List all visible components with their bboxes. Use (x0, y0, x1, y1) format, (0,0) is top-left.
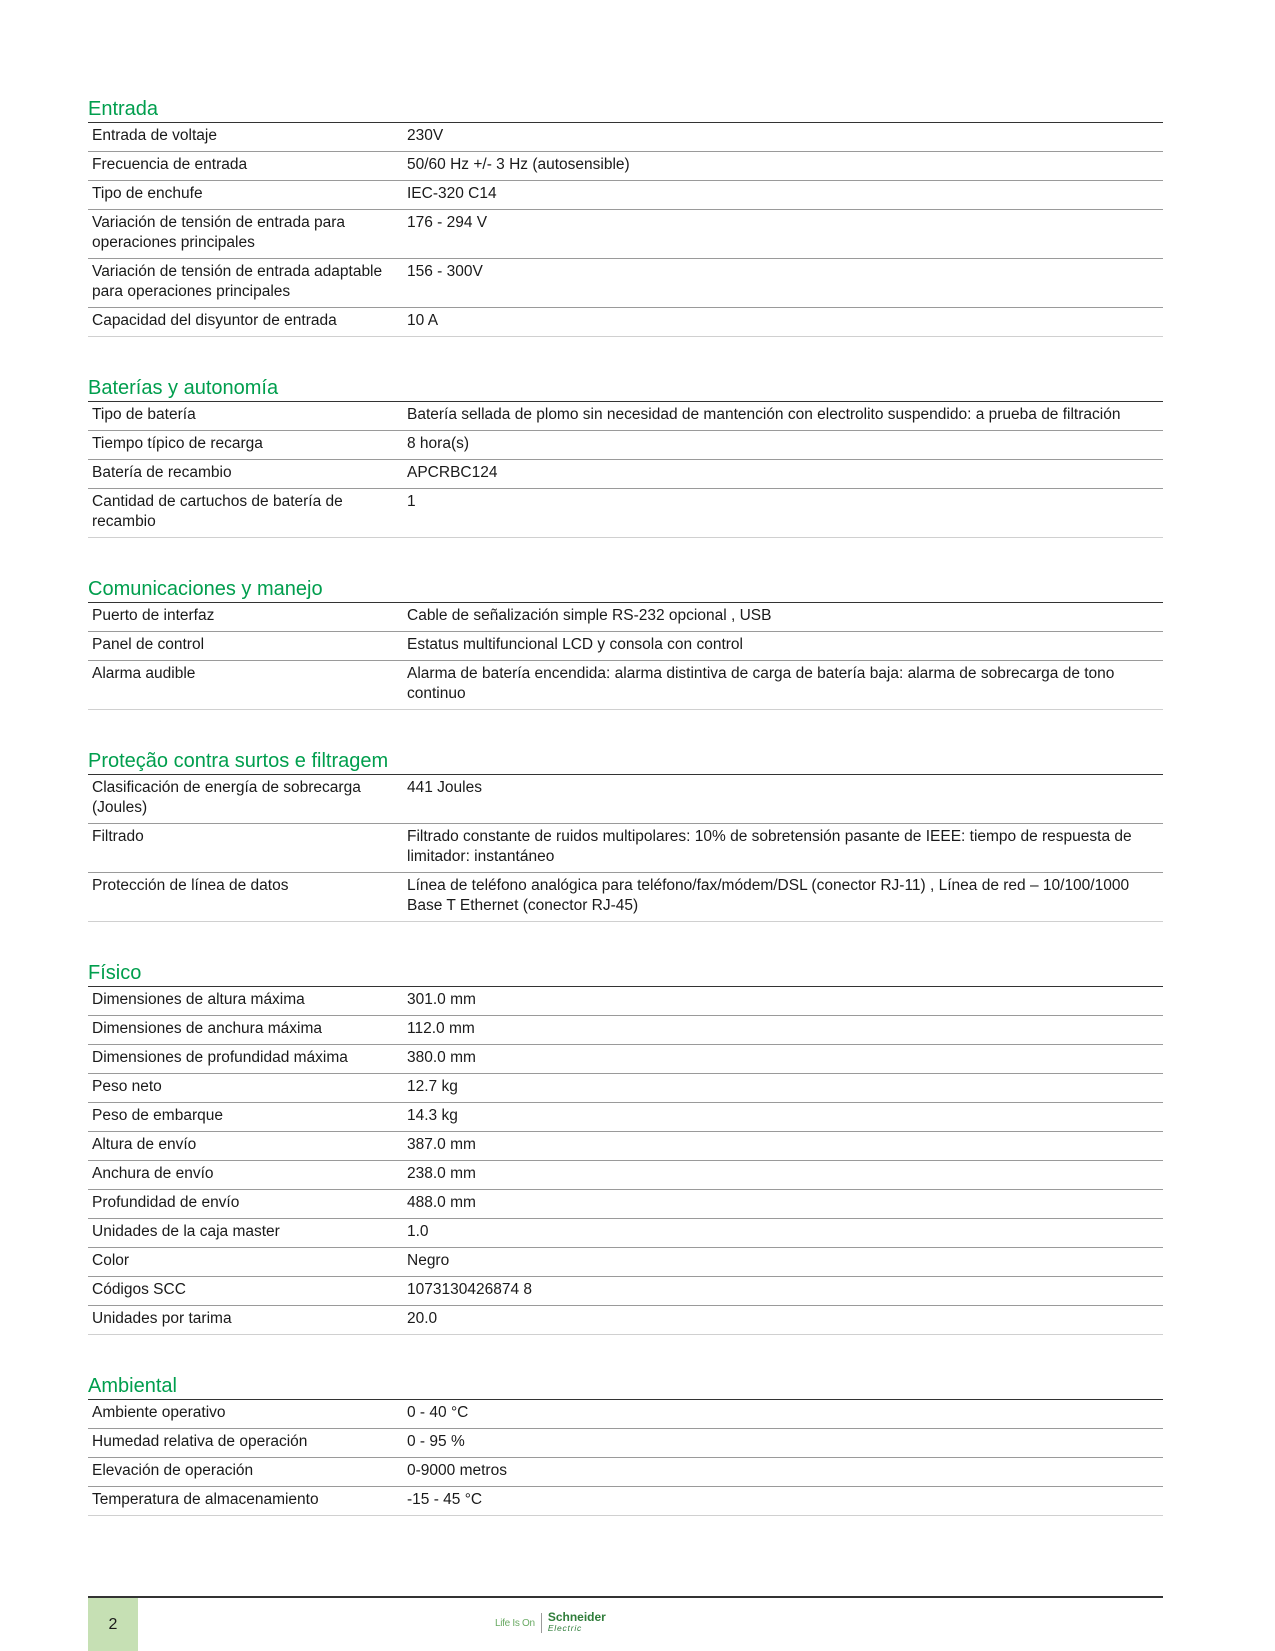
spec-row (88, 431, 1163, 460)
spec-label: Panel de control (92, 636, 205, 653)
spec-label: Frecuencia de entrada (92, 156, 248, 173)
spec-row (88, 603, 1163, 632)
spec-row (88, 632, 1163, 661)
spec-label: Códigos SCC (92, 1281, 186, 1298)
spec-value: IEC-320 C14 (407, 185, 497, 202)
spec-value: Alarma de batería encendida: alarma distintiva de carga de batería baja: alarma de sobrecarga de tono continuo (407, 665, 1115, 702)
page-number: 2 (88, 1598, 138, 1651)
spec-row (88, 1429, 1163, 1458)
spec-section (88, 1373, 1163, 1516)
spec-value: Estatus multifuncional LCD y consola con control (407, 636, 743, 653)
spec-label: Batería de recambio (92, 464, 232, 481)
logo-brand (548, 1612, 606, 1634)
spec-value: Cable de señalización simple RS-232 opcional , USB (407, 607, 772, 624)
spec-row (88, 152, 1163, 181)
spec-label: Alarma audible (92, 665, 196, 682)
spec-label: Dimensiones de profundidad máxima (92, 1049, 348, 1066)
spec-value: 50/60 Hz +/- 3 Hz (autosensible) (407, 156, 630, 173)
spec-label: Unidades por tarima (92, 1310, 232, 1327)
spec-row (88, 1074, 1163, 1103)
section-title: Ambiental (88, 1373, 1163, 1400)
spec-label: Variación de tensión de entrada para operaciones principales (92, 214, 346, 251)
spec-row (88, 1161, 1163, 1190)
spec-row (88, 1306, 1163, 1335)
spec-value: Negro (407, 1252, 450, 1269)
spec-value: Batería sellada de plomo sin necesidad de mantención con electrolito suspendido: a prueba de filtración (407, 406, 1121, 423)
spec-value: 20.0 (407, 1310, 438, 1327)
spec-label: Ambiente operativo (92, 1404, 226, 1421)
spec-value: 301.0 mm (407, 991, 476, 1008)
spec-label: Dimensiones de anchura máxima (92, 1020, 323, 1037)
spec-value: 156 - 300V (407, 263, 483, 280)
spec-label: Color (92, 1252, 130, 1269)
spec-row (88, 1132, 1163, 1161)
logo-brand-name: Schneider (547, 1610, 606, 1624)
spec-section (88, 576, 1163, 710)
spec-row (88, 1219, 1163, 1248)
spec-value: 0 - 40 °C (407, 1404, 469, 1421)
spec-row (88, 308, 1163, 337)
spec-row (88, 775, 1163, 824)
spec-value: 0-9000 metros (407, 1462, 507, 1479)
spec-value: APCRBC124 (407, 464, 498, 481)
spec-value: 1 (407, 493, 416, 510)
spec-value: 441 Joules (407, 779, 482, 796)
spec-sheet (88, 96, 1163, 1554)
spec-value: 230V (407, 127, 444, 144)
spec-label: Peso de embarque (92, 1107, 223, 1124)
spec-label: Elevación de operación (92, 1462, 254, 1479)
section-title: Comunicaciones y manejo (88, 576, 1163, 603)
spec-row (88, 1248, 1163, 1277)
logo-separator (541, 1613, 542, 1633)
spec-label: Dimensiones de altura máxima (92, 991, 305, 1008)
spec-row (88, 1016, 1163, 1045)
spec-label: Capacidad del disyuntor de entrada (92, 312, 337, 329)
spec-value: 14.3 kg (407, 1107, 458, 1124)
spec-value: -15 - 45 °C (407, 1491, 483, 1508)
spec-label: Protección de línea de datos (92, 877, 289, 894)
spec-label: Anchura de envío (92, 1165, 214, 1182)
spec-value: 176 - 294 V (407, 214, 488, 231)
section-title: Físico (88, 960, 1163, 987)
spec-label: Filtrado (92, 828, 144, 845)
footer-divider (88, 1596, 1163, 1598)
spec-section (88, 375, 1163, 538)
schneider-logo (495, 1612, 606, 1634)
spec-row (88, 1190, 1163, 1219)
spec-value: 8 hora(s) (407, 435, 470, 452)
spec-value: 1073130426874 8 (407, 1281, 532, 1298)
spec-row (88, 1277, 1163, 1306)
spec-value: 387.0 mm (407, 1136, 476, 1153)
spec-label: Tipo de batería (92, 406, 196, 423)
spec-row (88, 123, 1163, 152)
spec-label: Puerto de interfaz (92, 607, 215, 624)
logo-tagline: Life Is On (495, 1617, 535, 1629)
spec-section (88, 96, 1163, 337)
spec-row (88, 824, 1163, 873)
spec-row (88, 661, 1163, 710)
spec-section (88, 748, 1163, 922)
spec-value: Línea de teléfono analógica para teléfono/fax/módem/DSL (conector RJ-11) , Línea de red – 10/100/1000 Base T Ethernet (conector RJ-45) (407, 877, 1130, 914)
section-title: Baterías y autonomía (88, 375, 1163, 402)
spec-value: 380.0 mm (407, 1049, 476, 1066)
spec-row (88, 873, 1163, 922)
spec-value: 10 A (407, 312, 439, 329)
spec-label: Peso neto (92, 1078, 162, 1095)
spec-label: Entrada de voltaje (92, 127, 217, 144)
spec-label: Altura de envío (92, 1136, 197, 1153)
spec-value: 238.0 mm (407, 1165, 476, 1182)
spec-label: Variación de tensión de entrada adaptable para operaciones principales (92, 263, 383, 300)
spec-label: Temperatura de almacenamiento (92, 1491, 319, 1508)
spec-label: Unidades de la caja master (92, 1223, 280, 1240)
spec-row (88, 489, 1163, 538)
spec-row (88, 1458, 1163, 1487)
spec-label: Tipo de enchufe (92, 185, 203, 202)
spec-value: 0 - 95 % (407, 1433, 465, 1450)
spec-row (88, 181, 1163, 210)
spec-value: 488.0 mm (407, 1194, 476, 1211)
spec-row (88, 987, 1163, 1016)
spec-label: Humedad relativa de operación (92, 1433, 308, 1450)
spec-section (88, 960, 1163, 1335)
section-title: Entrada (88, 96, 1163, 123)
spec-label: Cantidad de cartuchos de batería de recambio (92, 493, 343, 530)
spec-row (88, 402, 1163, 431)
spec-value: 112.0 mm (407, 1020, 475, 1037)
spec-row (88, 1103, 1163, 1132)
spec-row (88, 1400, 1163, 1429)
spec-label: Profundidad de envío (92, 1194, 240, 1211)
section-title: Proteção contra surtos e filtragem (88, 748, 1163, 775)
spec-row (88, 210, 1163, 259)
spec-value: 12.7 kg (407, 1078, 458, 1095)
spec-value: 1.0 (407, 1223, 429, 1240)
spec-row (88, 460, 1163, 489)
spec-row (88, 1487, 1163, 1516)
spec-value: Filtrado constante de ruidos multipolares: 10% de sobretensión pasante de IEEE: tiempo de respuesta de limitador: instantáneo (407, 828, 1132, 865)
spec-row (88, 259, 1163, 308)
spec-label: Clasificación de energía de sobrecarga (Joules) (92, 779, 361, 816)
spec-label: Tiempo típico de recarga (92, 435, 263, 452)
spec-row (88, 1045, 1163, 1074)
logo-brand-sub: Electric (547, 1623, 583, 1633)
